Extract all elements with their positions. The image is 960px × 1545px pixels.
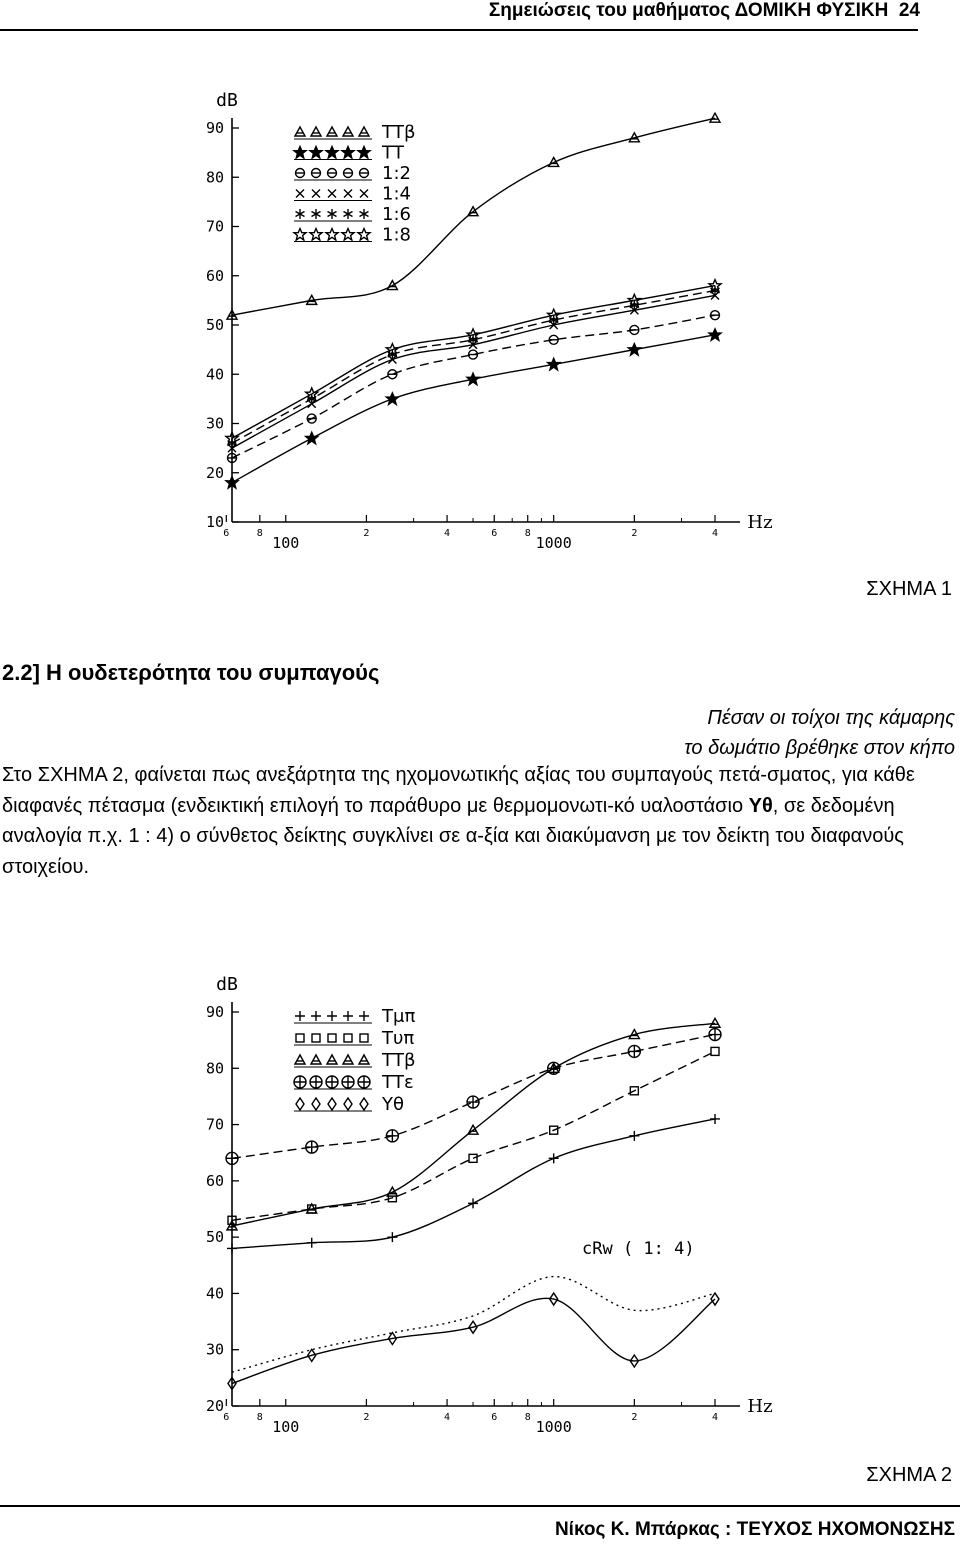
x-tick-label: 6	[491, 1412, 498, 1423]
y-tick-label: 20	[205, 1397, 224, 1415]
legend-marker	[360, 1098, 368, 1110]
data-point	[386, 393, 398, 405]
y-axis-label: dB	[216, 90, 238, 111]
data-point	[549, 1153, 559, 1163]
x-tick-label: 1000	[535, 1418, 572, 1436]
x-axis-label: Hz	[747, 512, 773, 533]
paragraph-text-end: , σε δεδομένη αναλογία π.χ. 1 : 4) ο σύνθετος δείκτης συγκλίνει σε α-ξία και διακύμανση με τον δείκτη του διαφανούς στοιχείου.	[2, 794, 904, 878]
y-tick-label: 70	[205, 1115, 224, 1134]
legend-marker	[328, 169, 337, 178]
y-tick-label: 10	[205, 513, 224, 531]
data-point	[710, 1114, 720, 1124]
series-line-2	[232, 335, 715, 483]
legend-marker	[328, 1098, 336, 1110]
legend-entry: ΤΤβ	[382, 1050, 416, 1071]
series-line-1	[232, 1119, 715, 1248]
legend-marker	[360, 190, 368, 198]
legend-marker	[296, 209, 305, 219]
legend-marker	[360, 209, 369, 219]
legend-marker	[296, 1098, 304, 1110]
legend-marker	[343, 127, 353, 136]
legend-marker	[358, 229, 370, 241]
y-tick-label: 60	[205, 1171, 224, 1190]
series-line-5	[232, 1298, 715, 1383]
legend-marker	[360, 1034, 368, 1042]
legend-marker	[326, 147, 338, 159]
y-tick-label: 20	[205, 463, 224, 482]
figure-1-caption: ΣΧΗΜΑ 1	[866, 578, 952, 600]
legend-entry: ΤΤε	[382, 1072, 414, 1093]
data-point	[227, 1243, 237, 1253]
y-axis-label: dB	[216, 974, 238, 995]
legend-marker	[295, 1011, 305, 1021]
data-point	[467, 1096, 479, 1108]
legend-marker	[342, 147, 354, 159]
y-tick-label: 40	[205, 365, 224, 384]
legend-marker	[359, 1055, 369, 1064]
legend-entry: ΤΤβ	[382, 122, 416, 143]
page-number: 24	[898, 0, 920, 21]
y-tick-label: 40	[205, 1284, 224, 1303]
legend-marker	[328, 1034, 336, 1042]
legend-marker	[312, 1034, 320, 1042]
figure-1	[170, 70, 780, 570]
y-tick-label: 30	[205, 1340, 224, 1359]
legend-entry: Τμπ	[382, 1006, 416, 1027]
legend-marker	[344, 1034, 352, 1042]
x-tick-label: 2	[631, 528, 638, 539]
legend-marker	[343, 1011, 353, 1021]
y-tick-label: 80	[205, 1059, 224, 1078]
x-tick-label: 2	[363, 528, 370, 539]
legend-marker	[312, 169, 321, 178]
legend-marker	[312, 190, 320, 198]
data-point	[548, 358, 560, 370]
legend-marker	[358, 147, 370, 159]
x-tick-label: 6	[223, 528, 230, 539]
legend-marker	[327, 127, 337, 136]
paragraph-bold-term: Υθ	[748, 794, 773, 817]
legend-marker	[296, 169, 305, 178]
legend-marker	[296, 1034, 304, 1042]
legend-entry: 1:6	[382, 204, 411, 225]
x-tick-label: 8	[524, 1412, 531, 1423]
legend-marker	[327, 1011, 337, 1021]
x-tick-label: 4	[444, 528, 451, 539]
legend-marker	[295, 1055, 305, 1064]
epigraph-line-1: Πέσαν οι τοίχοι της κάμαρης	[707, 707, 955, 729]
data-point	[710, 113, 720, 122]
data-point	[711, 311, 720, 320]
legend-marker	[359, 127, 369, 136]
series-line-3	[232, 1023, 715, 1226]
legend-marker	[311, 127, 321, 136]
x-tick-label: 100	[272, 1418, 300, 1436]
y-tick-label: 90	[205, 1003, 224, 1021]
data-point	[468, 1198, 478, 1208]
data-point	[469, 1154, 477, 1162]
series-line-1	[232, 118, 715, 315]
figure-2	[170, 960, 780, 1450]
series-line-4	[232, 295, 715, 448]
data-point	[548, 1062, 560, 1074]
legend-marker	[358, 1076, 370, 1088]
footer-rule	[0, 1505, 960, 1507]
x-tick-label: 6	[223, 1412, 230, 1423]
header-rule	[0, 29, 918, 31]
x-tick-label: 100	[272, 534, 300, 552]
legend-entry: 1:2	[382, 163, 411, 184]
y-tick-label: 50	[205, 1228, 224, 1247]
legend-marker	[296, 190, 304, 198]
legend-marker	[326, 229, 338, 241]
y-tick-label: 70	[205, 217, 224, 236]
x-axis-label: Hz	[747, 1396, 773, 1417]
legend-marker	[295, 127, 305, 136]
figure-1-chart	[170, 70, 780, 570]
epigraph-line-2: το δωμάτιο βρέθηκε στον κήπο	[684, 737, 955, 759]
x-tick-label: 8	[256, 528, 263, 539]
legend-entry: Τυπ	[382, 1028, 415, 1049]
series-line-2	[232, 1051, 715, 1220]
x-tick-label: 8	[524, 528, 531, 539]
legend-marker	[310, 147, 322, 159]
data-point	[709, 1029, 721, 1041]
data-point	[710, 1018, 720, 1027]
data-point	[388, 370, 397, 379]
x-tick-label: 2	[631, 1412, 638, 1423]
legend-marker	[343, 1055, 353, 1064]
data-point	[711, 1047, 719, 1055]
y-tick-label: 90	[205, 119, 224, 137]
legend-marker	[344, 1098, 352, 1110]
legend-marker	[326, 1076, 338, 1088]
data-point	[467, 373, 479, 385]
legend-marker	[310, 229, 322, 241]
x-tick-label: 4	[444, 1412, 451, 1423]
y-tick-label: 60	[205, 266, 224, 285]
legend-marker	[344, 209, 353, 219]
page-footer: Νίκος Κ. Μπάρκας : ΤΕΥΧΟΣ ΗΧΟΜΟΝΩΣΗΣ	[554, 1519, 955, 1540]
data-point	[387, 1232, 397, 1242]
figure-2-chart	[170, 960, 780, 1450]
legend-marker	[294, 1076, 306, 1088]
chart-annotation: cRw ( 1: 4)	[582, 1239, 695, 1259]
legend-marker	[327, 1055, 337, 1064]
series-line-5	[232, 291, 715, 444]
legend-marker	[344, 190, 352, 198]
page-header	[420, 0, 920, 26]
legend-entry: 1:8	[382, 224, 411, 246]
data-point	[307, 414, 316, 423]
legend-marker	[360, 169, 369, 178]
data-point	[549, 335, 558, 344]
legend-marker	[359, 1011, 369, 1021]
legend-marker	[342, 229, 354, 241]
legend-entry: ΤΤ	[382, 142, 404, 164]
legend-entry: 1:4	[382, 183, 411, 205]
data-point	[628, 344, 640, 356]
legend-marker	[344, 169, 353, 178]
header-title: Σημειώσεις του μαθήματος ΔΟΜΙΚΗ ΦΥΣΙΚΗ	[488, 0, 889, 21]
legend-entry: Υθ	[382, 1094, 405, 1115]
x-tick-label: 6	[491, 528, 498, 539]
legend-marker	[312, 209, 321, 219]
x-tick-label: 4	[711, 528, 719, 539]
legend-marker	[294, 147, 306, 159]
legend-marker	[311, 1011, 321, 1021]
data-point	[306, 432, 318, 444]
legend-marker	[312, 1098, 320, 1110]
figure-2-caption: ΣΧΗΜΑ 2	[866, 1464, 952, 1486]
y-tick-label: 50	[205, 316, 224, 334]
data-point	[709, 329, 721, 341]
data-point	[628, 1045, 640, 1057]
body-paragraph	[2, 760, 952, 882]
data-point	[629, 1131, 639, 1141]
legend-marker	[328, 190, 336, 198]
x-tick-label: 4	[711, 1412, 719, 1423]
section-title: 2.2] Η ουδετερότητα του συμπαγούς	[2, 660, 380, 685]
data-point	[226, 1152, 238, 1164]
data-point	[469, 350, 478, 359]
legend-marker	[310, 1076, 322, 1088]
legend-marker	[311, 1055, 321, 1064]
data-point	[386, 1130, 398, 1142]
data-point	[630, 325, 639, 334]
legend-marker	[342, 1076, 354, 1088]
legend-marker	[328, 209, 337, 219]
paragraph-text-start: Στο ΣΧΗΜΑ 2, φαίνεται πως ανεξάρτητα της ηχομονωτικής αξίας του συμπαγούς πετά-σματος, για κάθε διαφανές πέτασμα (ενδεικτική επιλογή το παράθυρο με θερμομονωτι-κό υαλοστάσιο	[2, 764, 915, 817]
y-tick-label: 80	[205, 168, 224, 187]
y-tick-label: 30	[205, 414, 224, 433]
data-point	[307, 1238, 317, 1248]
data-point	[306, 1141, 318, 1153]
legend-marker	[294, 229, 306, 241]
x-tick-label: 2	[363, 1412, 370, 1423]
x-tick-label: 1000	[535, 534, 572, 552]
x-tick-label: 8	[256, 1412, 263, 1423]
